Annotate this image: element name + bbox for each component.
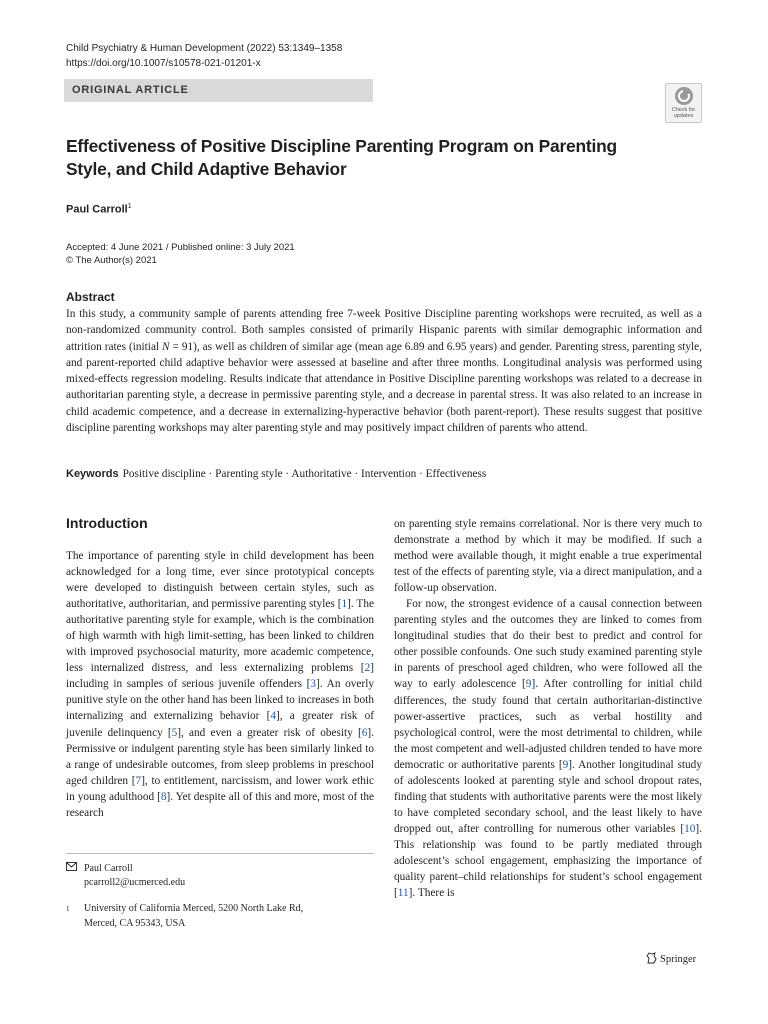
updates-badge-line1: Check for [671,107,696,113]
introduction-left-column [66,548,374,821]
publisher-mark [646,952,696,965]
citation-link[interactable]: 1 [341,598,348,611]
citation-link[interactable]: 10 [684,822,696,835]
keywords-label: Keywords [66,468,119,480]
citation-link[interactable]: 9 [525,678,532,691]
envelope-icon [66,862,78,876]
contact-name: Paul Carroll [84,863,133,874]
refresh-icon [674,86,694,106]
doi-link[interactable]: https://doi.org/10.1007/s10578-021-01201-x [66,58,261,69]
introduction-heading: Introduction [66,515,148,531]
citation-link[interactable]: 4 [270,710,276,723]
citation-link[interactable]: 11 [397,887,409,900]
abstract-text [66,306,702,436]
author-name[interactable]: Paul Carroll [66,203,128,216]
citation-link[interactable]: 6 [361,726,368,739]
article-title: Effectiveness of Positive Discipline Parenting Program on Parenting Style, and Child Adaptive Behavior [66,136,617,179]
publication-dates [66,241,295,267]
accepted-published-dates: Accepted: 4 June 2021 / Published online: 3 July 2021 [66,242,295,253]
affiliation-number: 1 [66,905,70,913]
corresponding-author [66,862,185,890]
keywords-text: Positive discipline · Parenting style · Authoritative · Intervention · Effectiveness [122,468,487,480]
introduction-right-column [394,516,702,901]
citation-link[interactable]: 7 [135,774,142,787]
intro-paragraph-1-continued: on parenting style remains correlational. Nor is there very much to demonstrate a method by which it may be modified. If such a method were available though, it might enable a true experimental test of the effects of parenting style, via a direct manipulation, and a follow-up observation. [394,518,702,595]
citation-link[interactable]: 3 [310,678,317,691]
abstract-heading: Abstract [66,290,115,304]
keywords-line [66,468,486,480]
contact-email[interactable]: pcarroll2@ucmerced.edu [84,877,186,888]
affiliation-line-1: University of California Merced, 5200 North Lake Rd, [84,903,304,914]
updates-badge-line2: updates [673,113,694,119]
citation-link[interactable]: 8 [160,790,167,803]
citation-link[interactable]: 5 [171,726,178,739]
copyright-line: © The Author(s) 2021 [66,255,157,266]
publisher-name: Springer [660,954,697,965]
intro-paragraph-2: For now, the strongest evidence of a causal connection between parenting styles and the outcomes they are linked to comes from longitudinal studies that do their best to predict and control for other possible confounds. One such study examined parenting style in parents of preschool aged children, who were followed all the way to early adolescence [9]. After controlling for initial child differences, the study found that certain authoritarian-distinctive power-assertive practices, such as verbal hostility and psychological control, were the most detrimental to children, while the most competent and well-adjusted children tended to have more democratic or authoritative parents [9]. Another longitudinal study of adolescents looked at parenting style and school dropout rates, finding that students with authoritative parents were the most likely to have completed secondary school, and the least likely to have dropped out, after controlling for numerous other variables [10]. This relationship was found to be partly mediated through adolescent’s school engagement, emphasizing the importance of quality parent–child relationships for student’s school engagement [11]. There is [394,598,703,900]
journal-citation: Child Psychiatry & Human Development (2022) 53:1349–1358 [66,43,343,54]
article-type-banner: ORIGINAL ARTICLE [64,79,373,102]
affiliation-footnote [66,902,303,931]
affiliation-mark: 1 [127,203,132,210]
intro-paragraph-1: The importance of parenting style in child development has been acknowledged for a long time, ever since prototypical concepts were developed to distinguish between certain styles, such as authoritative, authoritarian, and permissive parenting styles [1]. The authoritative parenting style for example, which is the combination of high warmth with high limit-setting, has been linked to children with improved psychosocial maturity, more academic competence, less internalized distress, and less externalizing problems [2] including in samples of serious juvenile offenders [3]. An overly punitive style on the other hand has been linked to increases in both internalizing and externalizing behavior [4], a greater risk of juvenile delinquency [5], and even a greater risk of obesity [6]. Permissive or indulgent parenting style has been similarly linked to a range of undesirable outcomes, from sleep problems in preschool aged children [7], to entitlement, narcissism, and lower work ethic in young adulthood [8]. Yet despite all of this and more, most of the research [66,550,375,819]
affiliation-line-2: Merced, CA 95343, USA [84,917,186,929]
citation-link[interactable]: 9 [562,758,569,771]
citation-link[interactable]: 2 [364,662,371,675]
author-line [66,203,132,216]
abstract-part-2: = 91), as well as children of similar age (mean age 6.89 and 6.95 years) and gender. Parenting stress, parenting style, and parent-reported child adaptive behavior were assessed at baseline and after three months. Longitudinal analysis was performed using mixed-effects regression modeling. Results indicate that attendance in Positive Discipline parenting workshops was related to a decrease in authoritarian parenting style, a decrease in permissive parenting style, and a decrease in parental stress. It was also related to an increase in child academic competence, and a decrease in externalizing-hyperactive behavior (both parent-report). These results suggest that positive discipline parenting workshops may alter parenting style and may positively impact children of parents who attend. [66,340,703,435]
footnote-divider [66,853,374,854]
springer-horse-icon [646,952,657,964]
check-for-updates-button[interactable] [665,83,702,123]
abstract-part-1: In this study, a community sample of parents attending free 7-week Positive Discipline parenting workshops were recruited, as well as a non-randomized community control. Both samples consisted of primarily Hispanic parents with similar demographic information and attrition rates (initial [66,308,702,353]
sample-size-variable: N [162,340,170,353]
journal-header [66,41,342,71]
